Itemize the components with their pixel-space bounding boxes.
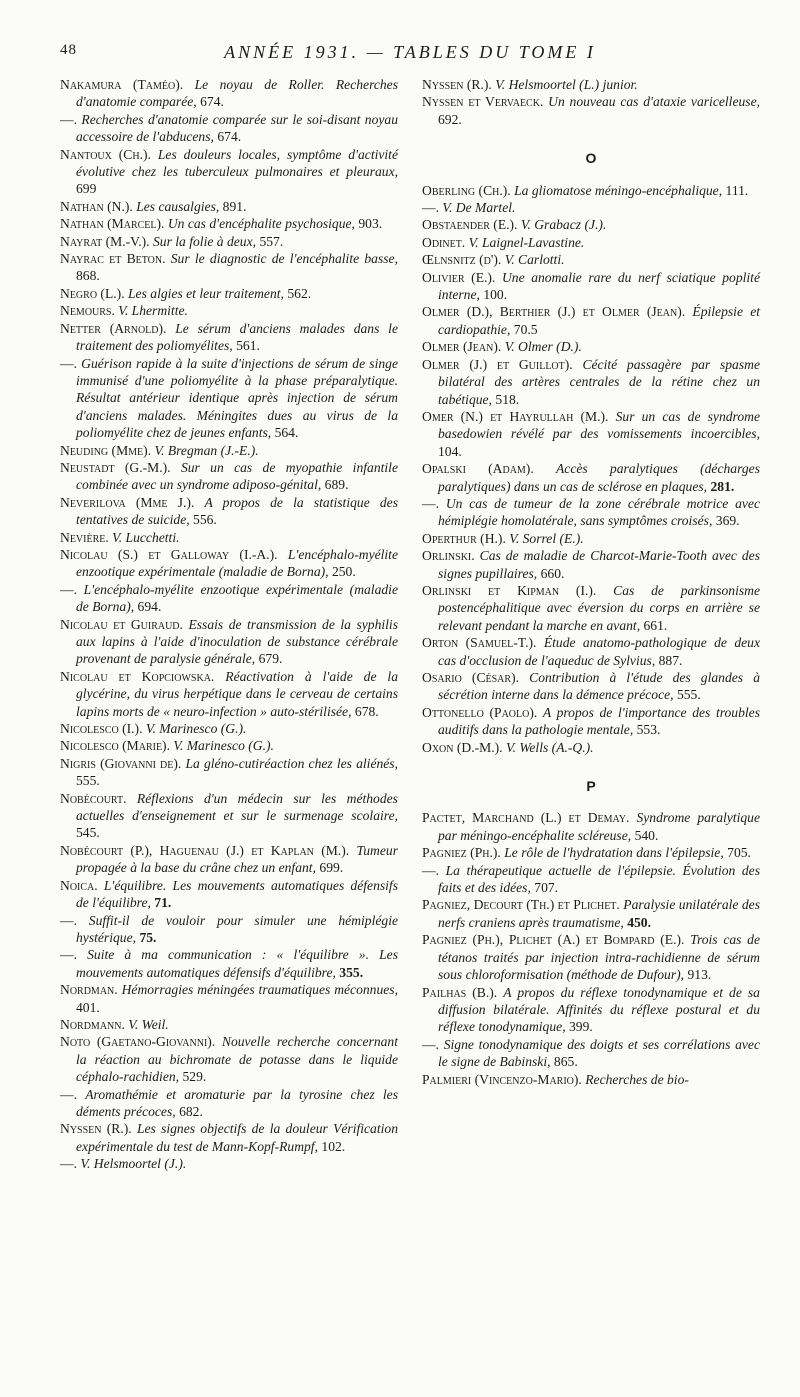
entry-title: Syndrome paralytique par méningo-encéphalite scléreuse,: [438, 810, 760, 843]
entry-title: Essais de transmission de la syphilis aux lapins à l'aide d'inoculation de substance cérébrale provenant de paralysie générale,: [76, 616, 398, 667]
entry-author: Nantoux (Ch.).: [60, 146, 151, 162]
entry-page-ref: 529.: [182, 1069, 207, 1085]
entry-author: Osario (César).: [422, 670, 520, 685]
entry-title: Les signes objectifs de la douleur Vérification expérimentale du test de Mann-Kopf-Rumpf,: [76, 1121, 399, 1154]
entry-title: Cas de maladie de Charcot-Marie-Tooth avec des signes pupillaires,: [438, 548, 760, 581]
entry-title: V. Helsmoortel (L.) junior.: [495, 77, 638, 92]
index-entry: [422, 530, 760, 547]
index-entry: [422, 862, 760, 897]
entry-author: —.: [60, 581, 77, 597]
entry-author: Nemours.: [60, 303, 115, 319]
index-entry: [60, 494, 398, 529]
index-entry: [422, 931, 760, 983]
index-entry: [60, 912, 398, 947]
index-entry: [60, 877, 398, 912]
index-entry: [60, 215, 398, 232]
entry-author: Odinet.: [422, 234, 466, 250]
entry-page-ref: 705.: [727, 845, 751, 861]
entry-title: Sur le diagnostic de l'encéphalite basse,: [170, 251, 398, 267]
index-entry: [60, 981, 398, 1016]
entry-page-ref: 564.: [274, 425, 299, 441]
entry-title: Réflexions d'un médecin sur les méthodes actuelles d'enseignement et sur le surmenage scolaire,: [76, 790, 398, 824]
entry-author: Olivier (E.).: [422, 269, 496, 285]
entry-title: V. Helsmoortel (J.).: [80, 1156, 187, 1172]
entry-author: Nicolau et Guiraud.: [60, 616, 183, 632]
entry-author: Negro (L.).: [60, 285, 125, 301]
entry-page-ref: 694.: [137, 599, 162, 615]
entry-title: Les douleurs locales, symptôme d'activité évolutive chez les tuberculeux pulmonaires et pleuraux,: [76, 146, 398, 180]
entry-title: L'encéphalo-myélite enzootique expérimentale (maladie de Borna),: [76, 546, 398, 580]
entry-title: Paralysie unilatérale des nerfs craniens après traumatisme,: [438, 897, 761, 930]
entry-author: Olmer (J.) et Guillot).: [422, 356, 573, 372]
entry-title: L'équilibre. Les mouvements automatiques défensifs de l'équilibre,: [76, 877, 398, 911]
entry-title: Accès paralytiques (décharges paralytiques) dans un cas de sclérose en plaques,: [438, 461, 760, 494]
index-entry: [60, 668, 398, 720]
page-header: [60, 42, 760, 68]
entry-page-ref: 865.: [553, 1054, 578, 1070]
entry-page-ref: 913.: [687, 967, 712, 983]
index-entry: [422, 896, 760, 931]
entry-page-ref: 678.: [354, 703, 379, 719]
entry-author: Neverilova (Mme J.).: [60, 494, 195, 510]
index-entry: [422, 984, 760, 1036]
index-entry: [422, 739, 760, 756]
entry-page-ref: 250.: [331, 564, 356, 580]
entry-author: —.: [60, 1086, 77, 1102]
entry-author: Pagniez (Ph.).: [422, 845, 501, 861]
entry-author: Nicolau (S.) et Galloway (I.-A.).: [60, 546, 278, 562]
entry-title: Hémorragies méningées traumatiques méconnues,: [121, 982, 398, 998]
entry-author: —.: [422, 1036, 439, 1052]
page-number: 48: [60, 42, 77, 58]
entry-title: Recherches de bio-: [585, 1071, 689, 1087]
entry-page-ref: 102.: [321, 1138, 346, 1154]
entry-author: Nordman.: [60, 982, 118, 998]
entry-title: A propos de l'importance des troubles auditifs dans la pathologie mentale,: [438, 704, 760, 738]
index-entry: [422, 93, 760, 128]
entry-page-ref: 399.: [569, 1019, 593, 1035]
entry-page-ref: 540.: [634, 827, 659, 843]
entry-page-ref: 553.: [636, 722, 661, 738]
index-entry: [60, 459, 398, 494]
entry-title: V. Wells (A.-Q.).: [505, 739, 594, 755]
entry-title: V. Laignel-Lavastine.: [468, 234, 585, 250]
index-entry: [60, 529, 398, 546]
index-entry: [60, 720, 398, 737]
entry-page-ref: 71.: [154, 895, 172, 911]
entry-title: V. Carlotti.: [504, 252, 565, 268]
entry-title: La gléno-cutiréaction chez les aliénés,: [185, 755, 398, 771]
entry-title: Sur un cas de syndrome basedowien révélé par des vomissements incoercibles,: [438, 408, 760, 442]
entry-title: V. Marinesco (G.).: [145, 721, 247, 737]
index-entry: [60, 616, 398, 668]
entry-title: Une anomalie rare du nerf sciatique poplité interne,: [438, 269, 760, 303]
index-entry: [60, 320, 398, 355]
index-entry: [422, 408, 760, 460]
index-entry: [60, 111, 398, 146]
entry-page-ref: 699: [76, 181, 97, 197]
entry-page-ref: 661.: [643, 617, 668, 633]
section-letter-p: P: [586, 778, 596, 795]
entry-page-ref: 868.: [76, 268, 100, 284]
index-entry: [422, 634, 760, 669]
entry-author: Palmieri (Vincenzo-Mario).: [422, 1071, 582, 1087]
entry-title: La gliomatose méningo-encéphalique,: [514, 182, 723, 198]
entry-author: Orton (Samuel-T.).: [422, 635, 537, 651]
index-entry: [422, 303, 760, 338]
entry-title: A propos de la statistique des tentatives de suicide,: [76, 494, 399, 528]
entry-author: Nobécourt (P.), Haguenau (J.) et Kaplan (M.).: [60, 842, 350, 858]
entry-author: Nicolesco (I.).: [60, 721, 143, 737]
entry-author: Nakamura (Taméo).: [60, 77, 184, 92]
index-entry: [422, 704, 760, 739]
entry-title: V. Sorrel (E.).: [509, 530, 584, 546]
index-entry: [60, 737, 398, 754]
entry-title: V. Weil.: [128, 1016, 169, 1032]
entry-title: La thérapeutique actuelle de l'épilepsie. Évolution des faits et des idées,: [438, 862, 760, 896]
index-entry: [60, 790, 398, 842]
entry-page-ref: 561.: [236, 338, 260, 354]
entry-page-ref: 100.: [483, 287, 508, 303]
entry-title: Contribution à l'étude des glandes à sécrétion interne dans la démence précoce,: [438, 670, 760, 703]
index-entry: [60, 842, 398, 877]
index-entry: [60, 1016, 398, 1033]
entry-author: Pagniez (Ph.), Plichet (A.) et Bompard (E.).: [422, 932, 685, 948]
index-entry: [422, 669, 760, 704]
entry-page-ref: 674.: [200, 94, 224, 110]
index-entry: [60, 146, 398, 198]
entry-author: —.: [60, 1156, 77, 1172]
entry-author: Nayrac et Beton.: [60, 251, 166, 267]
entry-author: Orlinski.: [422, 548, 475, 564]
entry-page-ref: 562.: [287, 285, 312, 301]
entry-page-ref: 104.: [438, 443, 462, 459]
entry-title: Étude anatomo-pathologique de deux cas d'occlusion de l'aqueduc de Sylvius,: [438, 635, 760, 668]
entry-title: Suite à ma communication : « l'équilibre ». Les mouvements automatiques défensifs d'équilibre,: [76, 947, 398, 980]
entry-author: Operthur (H.).: [422, 530, 506, 546]
index-entry: [60, 1033, 398, 1085]
entry-title: Un cas de tumeur de la zone cérébrale motrice avec hémiplégie homolatérale, sans symptômes croisés,: [438, 495, 760, 529]
index-entry: [422, 182, 760, 199]
entry-author: Ottonello (Paolo).: [422, 704, 538, 720]
entry-page-ref: 556.: [193, 512, 217, 528]
entry-title: Le sérum d'anciens malades dans le traitement des poliomyélites,: [76, 320, 398, 354]
index-entry: [422, 234, 760, 251]
index-entry: [60, 233, 398, 250]
entry-author: Nevière.: [60, 529, 109, 545]
index-entry: [60, 755, 398, 790]
entry-author: Nayrat (M.-V.).: [60, 233, 150, 249]
right-column: [422, 76, 760, 1088]
entry-page-ref: 674.: [217, 129, 242, 145]
index-entry: [60, 198, 398, 215]
entry-title: Sur la folie à deux,: [152, 233, 257, 249]
entry-author: Obstaender (E.).: [422, 217, 518, 233]
entry-page-ref: 689.: [324, 477, 349, 493]
entry-page-ref: 679.: [258, 651, 283, 667]
entry-title: V. De Martel.: [442, 200, 516, 216]
entry-author: Pailhas (B.).: [422, 984, 498, 1000]
entry-page-ref: 707.: [534, 880, 559, 896]
entry-author: —.: [422, 495, 439, 511]
entry-author: —.: [60, 947, 77, 963]
entry-page-ref: 699.: [319, 860, 344, 876]
entry-title: Les causalgies,: [136, 198, 220, 214]
entry-author: —.: [422, 862, 439, 878]
entry-author: Oberling (Ch.).: [422, 182, 511, 198]
entry-title: Un nouveau cas d'ataxie varicelleuse,: [548, 94, 761, 110]
entry-page-ref: 891.: [222, 198, 247, 214]
entry-page-ref: 555.: [676, 687, 701, 703]
entry-title: Sur un cas de myopathie infantile combinée avec un syndrome adiposo-génital,: [76, 459, 398, 493]
entry-page-ref: 557.: [259, 233, 284, 249]
index-entry: [422, 356, 760, 408]
entry-title: V. Lhermitte.: [118, 303, 188, 319]
entry-author: Opalski (Adam).: [422, 461, 534, 477]
index-entry: [422, 495, 760, 530]
entry-page-ref: 545.: [76, 825, 100, 841]
entry-page-ref: 692.: [438, 111, 462, 127]
entry-author: Nyssen (R.).: [422, 77, 492, 92]
entry-author: —.: [60, 355, 77, 371]
index-entry: [60, 946, 398, 981]
entry-title: Trois cas de tétanos traités par injection intra-rachidienne de sérum sous chloroformisation (méthode de Dufour),: [438, 932, 760, 983]
entry-title: Le noyau de Roller. Recherches d'anatomie comparée,: [76, 77, 399, 110]
entry-author: Oxon (D.-M.).: [422, 739, 503, 755]
index-entry: [422, 76, 760, 93]
entry-author: Nicolesco (Marie).: [60, 738, 170, 754]
index-entry: [60, 1155, 398, 1172]
index-entry: [60, 76, 398, 111]
index-entry: [60, 302, 398, 319]
entry-author: —.: [60, 912, 77, 928]
entry-author: Netter (Arnold).: [60, 320, 167, 336]
index-entry: [422, 1071, 760, 1088]
index-entry: [422, 251, 760, 268]
index-entry: [60, 581, 398, 616]
entry-title: Un cas d'encéphalite psychosique,: [167, 216, 355, 232]
index-entry: [422, 582, 760, 634]
index-entry: [60, 1120, 398, 1155]
entry-title: V. Olmer (D.).: [504, 339, 582, 355]
section-letter-o: O: [585, 150, 597, 167]
entry-title: L'encéphalo-myélite enzootique expérimentale (maladie de Borna),: [76, 581, 398, 615]
section-p-entries: [422, 809, 760, 1088]
entry-page-ref: 70.5: [513, 321, 538, 337]
entry-page-ref: 555.: [76, 773, 100, 789]
entry-title: Épilepsie et cardiopathie,: [438, 304, 761, 337]
index-entry: [422, 269, 760, 304]
entry-title: Les algies et leur traitement,: [128, 285, 284, 301]
entry-author: Neustadt (G.-M.).: [60, 459, 171, 475]
entry-title: Tumeur propagée à la base du crâne chez un enfant,: [76, 842, 398, 876]
entry-title: Aromathémie et aromaturie par la tyrosine chez les déments précoces,: [76, 1086, 398, 1119]
entry-page-ref: 518.: [495, 391, 520, 407]
index-entry: [60, 546, 398, 581]
entry-author: Œlnsnitz (d').: [422, 252, 502, 268]
left-column: [60, 76, 398, 1173]
entry-title: Signe tonodynamique des doigts et ses corrélations avec le signe de Babinski,: [438, 1036, 760, 1070]
index-entry: [422, 216, 760, 233]
entry-page-ref: 355.: [339, 964, 364, 980]
entry-author: —.: [422, 200, 439, 216]
entry-author: Noica.: [60, 877, 98, 893]
index-entry: [422, 844, 760, 861]
entry-title: Le rôle de l'hydratation dans l'épilepsie,: [504, 845, 724, 861]
entry-title: A propos du réflexe tonodynamique et de sa diffusion bilatérale. Affinités du réflexe postural et du réflexe tonodynamique,: [438, 984, 760, 1035]
entry-title: V. Bregman (J.-E.).: [154, 442, 259, 458]
entry-author: Pactet, Marchand (L.) et Demay.: [422, 810, 630, 826]
running-title: ANNÉE 1931. — TABLES DU TOME I: [224, 42, 596, 62]
entry-page-ref: 75.: [139, 929, 157, 945]
entry-author: Olmer (Jean).: [422, 339, 502, 355]
entry-author: Nathan (Marcel).: [60, 216, 165, 232]
entry-page-ref: 111.: [725, 182, 749, 198]
entry-page-ref: 887.: [658, 652, 683, 668]
entry-page-ref: 660.: [540, 565, 565, 581]
section-o-entries: [422, 182, 760, 756]
entry-page-ref: 450.: [627, 914, 651, 930]
entry-title: V. Marinesco (G.).: [173, 738, 274, 754]
entry-title: Guérison rapide à la suite d'injections de sérum de singe immunisé d'une poliomyélite à la phase préparalytique. Résultat antérieur identique après injection de sérum d'anciens malades. Méningites dues au virus de la poliomyélite chez de jeunes enfants,: [76, 355, 398, 441]
entry-author: Nicolau et Kopciowska.: [60, 668, 215, 684]
entry-page-ref: 903.: [358, 216, 383, 232]
entry-author: Omer (N.) et Hayrullah (M.).: [422, 408, 609, 424]
entry-author: Orlinski et Kipman (I.).: [422, 582, 597, 598]
entry-author: Nobécourt.: [60, 790, 127, 806]
index-entry: [60, 1086, 398, 1121]
entry-author: Nyssen (R.).: [60, 1121, 132, 1137]
entry-author: Nyssen et Vervaeck.: [422, 94, 544, 110]
entry-author: —.: [60, 111, 77, 127]
index-entry: [422, 460, 760, 495]
entry-author: Nordmann.: [60, 1016, 125, 1032]
entry-author: Noto (Gaetano-Giovanni).: [60, 1034, 216, 1050]
index-entry: [422, 199, 760, 216]
index-entry: [422, 1036, 760, 1071]
index-entry: [60, 355, 398, 442]
index-entry: [422, 547, 760, 582]
entry-page-ref: 401.: [76, 999, 100, 1015]
entry-title: Cécité passagère par spasme bilatéral des artères centrales de la rétine chez un tabétique,: [438, 356, 760, 407]
right-top-entries: [422, 76, 760, 128]
entry-title: V. Grabacz (J.).: [520, 217, 607, 233]
entry-author: Nathan (N.).: [60, 198, 133, 214]
index-entry: [60, 250, 398, 285]
index-entry: [60, 442, 398, 459]
entry-author: Pagniez, Decourt (Th.) et Plichet.: [422, 897, 620, 913]
entry-title: Nouvelle recherche concernant la réaction au bichromate de potasse dans le liquide céphalo-rachidien,: [76, 1034, 398, 1085]
index-entry: [60, 285, 398, 302]
entry-author: Nigris (Giovanni de).: [60, 755, 182, 771]
entry-title: Recherches d'anatomie comparée sur le soi-disant noyau accessoire de l'abducens,: [76, 111, 398, 145]
entry-title: Cas de parkinsonisme postencéphalitique avec éversion du corps en arrière se relevant pendant la marche en avant,: [438, 582, 761, 633]
entry-page-ref: 369.: [715, 513, 740, 529]
entry-title: Suffit-il de vouloir pour simuler une hémiplégie hystérique,: [76, 912, 399, 945]
index-entry: [422, 809, 760, 844]
entry-title: V. Lucchetti.: [112, 529, 180, 545]
entry-page-ref: 682.: [179, 1103, 203, 1119]
entry-author: Neuding (Mme).: [60, 442, 152, 458]
index-entry: [422, 338, 760, 355]
entry-author: Olmer (D.), Berthier (J.) et Olmer (Jean).: [422, 304, 686, 320]
entry-title: Réactivation à l'aide de la glycérine, du virus herpétique dans le cerveau de certains lapins morts de « neuro-infection » auto-stérilisée,: [76, 668, 398, 719]
entry-page-ref: 281.: [710, 478, 735, 494]
